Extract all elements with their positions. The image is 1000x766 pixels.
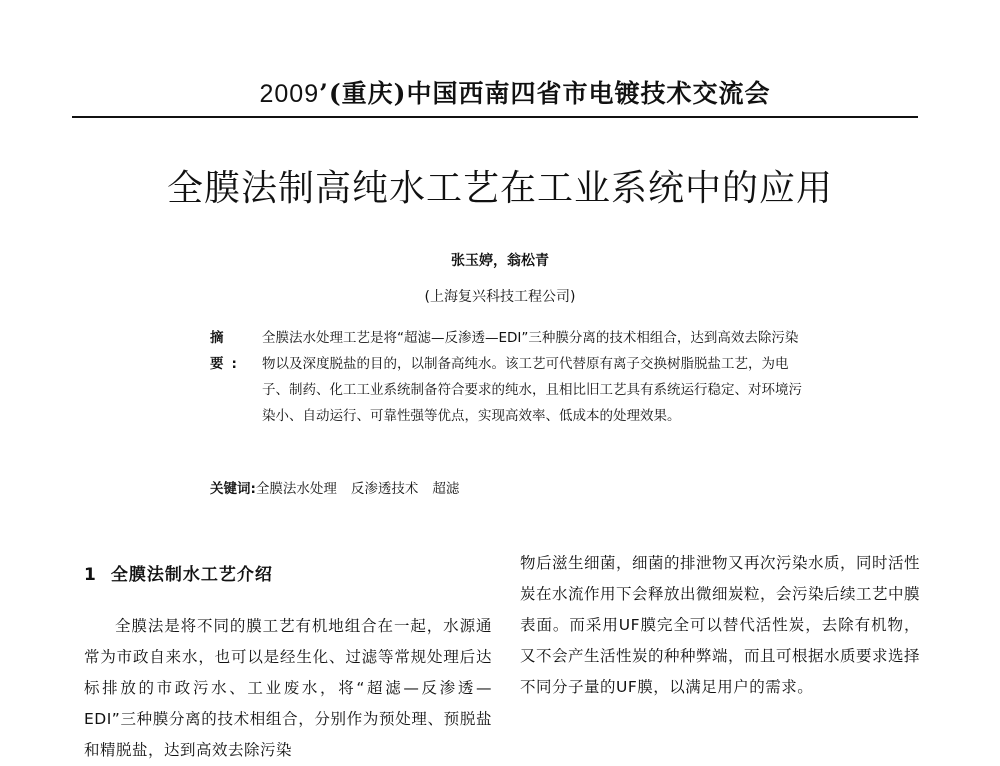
header-rule [72, 116, 918, 118]
right-column [520, 548, 920, 703]
keyword-item: 反渗透技术 [350, 481, 419, 497]
author-affiliation: (上海复兴科技工程公司) [424, 289, 576, 305]
paper-title: 全膜法制高纯水工艺在工业系统中的应用 [166, 168, 833, 209]
keywords [210, 477, 810, 497]
section-number: 1 [84, 565, 97, 585]
section-title: 全膜法制水工艺介绍 [110, 565, 273, 585]
right-paragraph: 物后滋生细菌，细菌的排泄物又再次污染水质，同时活性炭在水流作用下会释放出微细炭粒，会污染后续工艺中膜表面。而采用UF膜完全可以替代活性炭，去除有机物，又不会产生活性炭的种种弊端，而且可根据水质要求选择不同分子量的UF膜，以满足用户的需求。 [520, 554, 921, 696]
section-heading [84, 560, 492, 585]
keyword-item: 全膜法水处理 [255, 481, 337, 497]
paper-authors: 张玉婷，翁松青 [451, 253, 549, 269]
abstract [210, 325, 810, 429]
abstract-label: 摘要: [210, 330, 245, 372]
conference-name: ’(重庆)中国西南四省市电镀技术交流会 [319, 79, 771, 108]
conference-header [120, 74, 910, 110]
conference-year: 2009 [259, 80, 320, 108]
keyword-item: 超滤 [432, 481, 460, 497]
section-paragraph: 全膜法是将不同的膜工艺有机地组合在一起，水源通常为市政自来水，也可以是经生化、过滤等常规处理后达标排放的市政污水、工业废水，将“超滤—反渗透—EDI”三种膜分离的技术相组合，分别作为预处理、预脱盐和精脱盐，达到高效去除污染 [84, 617, 492, 759]
abstract-text: 全膜法水处理工艺是将“超滤—反渗透—EDI”三种膜分离的技术相组合，达到高效去除污染物以及深度脱盐的目的，以制备高纯水。该工艺可代替原有离子交换树脂脱盐工艺，为电子、制药、化工工业系统制备符合要求的纯水，且相比旧工艺具有系统运行稳定、对环境污染小、自动运行、可靠性强等优点，实现高效率、低成本的处理效果。 [262, 330, 802, 424]
keywords-label: 关键词: [210, 481, 256, 497]
left-column [84, 560, 492, 766]
